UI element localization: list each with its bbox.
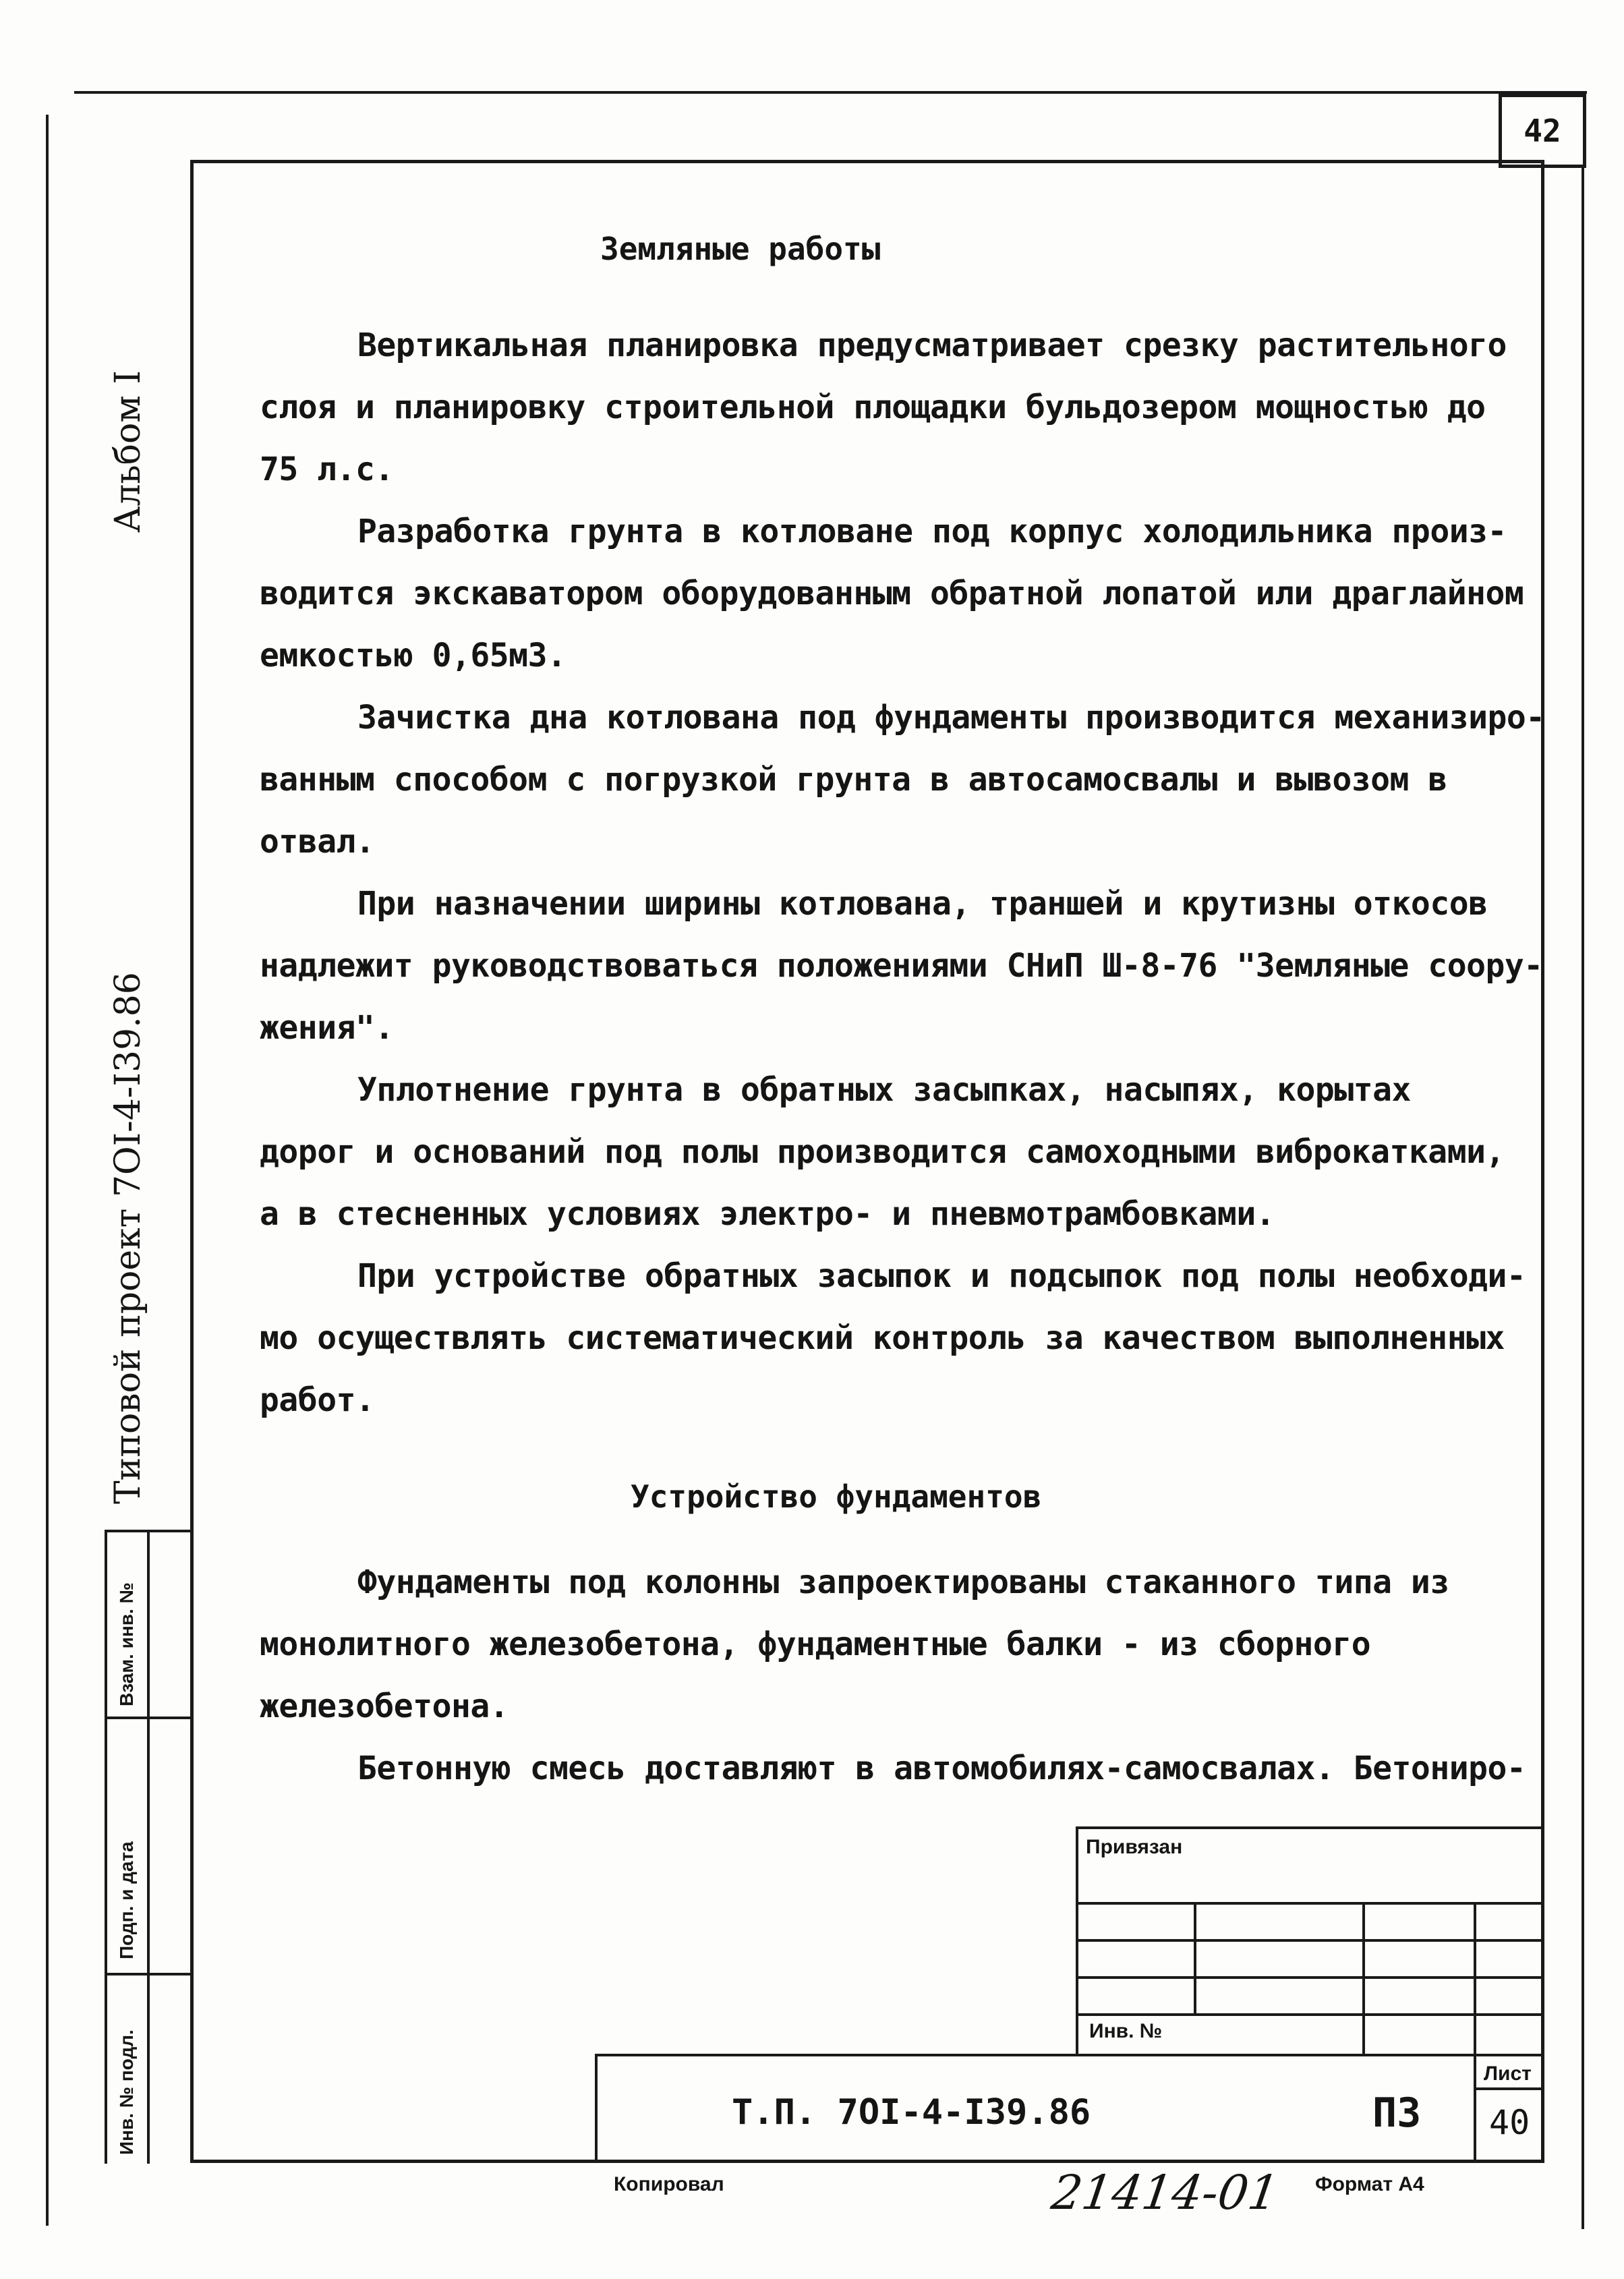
copied-label: Копировал [614, 2173, 724, 2195]
sheet-label: Лист [1484, 2062, 1532, 2085]
tb-col-2 [1362, 1902, 1365, 2056]
sheet-number: 40 [1489, 2103, 1530, 2142]
stamp-row-1 [105, 1530, 192, 1532]
stamp-col-left [105, 1530, 107, 2164]
tb-main-left [595, 2054, 598, 2163]
text-line: Бетонную смесь доставляют в автомобилях-самосвалах. Бетониро- [357, 1750, 1526, 1787]
text-line: жения". [260, 1009, 394, 1047]
album-label: Альбом I [108, 370, 148, 533]
tb-main-top [595, 2054, 1544, 2056]
section-title-earthworks: Земляные работы [600, 231, 881, 267]
project-code: Т.П. 7OI-4-I39.86 [732, 2092, 1091, 2133]
handwritten-number: 21414-01 [1048, 2165, 1283, 2220]
text-line: железобетона. [260, 1687, 509, 1725]
text-line: ванным способом с погрузкой грунта в автосамосвалы и вывозом в [260, 761, 1447, 799]
text-line: Фундаменты под колонны запроектированы стаканного типа из [357, 1563, 1449, 1601]
text-line: слоя и планировку строительной площадки бульдозером мощностью до [260, 388, 1486, 426]
stamp-col-mid [147, 1530, 150, 2164]
text-line: а в стесненных условиях электро- и пневмотрамбовками. [260, 1195, 1275, 1233]
text-line: 75 л.с. [260, 451, 394, 488]
top-rule [74, 91, 1587, 94]
text-line: дорог и оснований под полы производится самоходными виброкатками, [260, 1133, 1505, 1171]
privyazan-label: Привязан [1086, 1836, 1183, 1858]
format-label: Формат А4 [1315, 2173, 1424, 2195]
text-line: емкостью 0,65м3. [260, 637, 567, 674]
section-title-foundations: Устройство фундаментов [631, 1478, 1042, 1515]
tb-col-1 [1194, 1902, 1196, 2015]
tb-col-3 [1474, 1902, 1476, 2162]
inv-no-label: Инв. № [1089, 2020, 1163, 2042]
text-line: работ. [260, 1381, 375, 1419]
text-line: При назначении ширины котлована, траншей и крутизны откосов [357, 885, 1488, 923]
text-line: Разработка грунта в котловане под корпус холодильника произ- [357, 513, 1507, 550]
section2-body [260, 1551, 1526, 1799]
text-line: Вертикальная планировка предусматривает срезку растительного [357, 326, 1507, 364]
text-line: При устройстве обратных засыпок и подсыпок под полы необходи- [357, 1257, 1526, 1295]
stamp-row-2 [105, 1717, 192, 1719]
text-line: надлежит руководствоваться положениями СНиП Ш-8-76 "Земляные соору- [260, 947, 1543, 985]
text-line: мо осуществлять систематический контроль за качеством выполненных [260, 1319, 1505, 1357]
text-line: Зачистка дна котлована под фундаменты производится механизиро- [357, 699, 1545, 737]
text-line: отвал. [260, 823, 375, 861]
outer-right-rule [1582, 165, 1584, 2229]
stamp-row-3 [105, 1973, 192, 1975]
tb-top [1076, 1826, 1544, 1829]
outer-left-rule [46, 115, 49, 2226]
page-number: 42 [1499, 94, 1586, 168]
text-line: монолитного железобетона, фундаментные балки - из сборного [260, 1625, 1371, 1663]
project-label: Типовой проект 7OI-4-I39.86 [108, 972, 148, 1504]
doc-type: ПЗ [1372, 2089, 1422, 2137]
stamp-label-inv: Инв. № подл. [116, 2029, 137, 2155]
section1-body [260, 314, 1545, 1431]
text-line: Уплотнение грунта в обратных засыпках, насыпях, корытах [357, 1071, 1411, 1109]
stamp-label-vzam: Взам. инв. № [116, 1582, 137, 1706]
text-line: водится экскаватором оборудованным обратной лопатой или драглайном [260, 575, 1524, 612]
stamp-label-podp: Подп. и дата [116, 1841, 137, 1959]
tb-sheet-row [1474, 2087, 1544, 2090]
